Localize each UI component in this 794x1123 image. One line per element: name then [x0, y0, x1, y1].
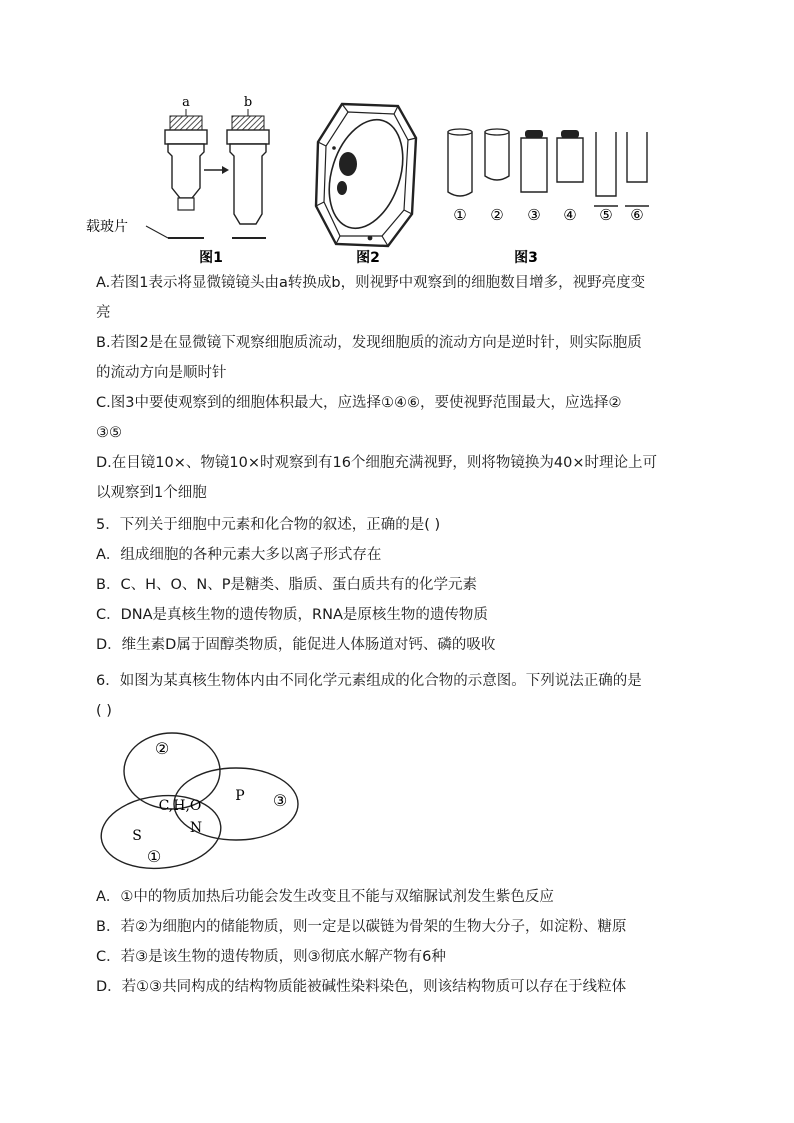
q6-options	[96, 882, 706, 1002]
q6-option-a: A．①中的物质加热后功能会发生改变且不能与双缩脲试剂发生紫色反应	[96, 889, 554, 905]
lens-label-6: ⑥	[630, 206, 644, 224]
label-a: a	[182, 95, 190, 110]
q4-option-a-line1: A.若图1表示将显微镜镜头由a转换成b，则视野中观察到的细胞数目增多，视野亮度变	[96, 275, 646, 291]
fig1-caption: 图1	[199, 250, 223, 266]
venn-diagram	[96, 728, 306, 874]
figure-row	[80, 88, 720, 270]
venn-center-label: C,H,O	[158, 798, 202, 814]
fig3-caption: 图3	[514, 250, 538, 266]
objective-lens-b	[227, 95, 269, 238]
lens-group	[448, 129, 649, 206]
q5-option-d: D．维生素D属于固醇类物质，能促进人体肠道对钙、磷的吸收	[96, 637, 496, 653]
lens-numbers	[453, 206, 643, 224]
fig2-caption: 图2	[356, 250, 380, 266]
q6-stem-line1: 6．如图为某真核生物体内由不同化学元素组成的化合物的示意图。下列说法正确的是	[96, 673, 642, 689]
venn-label-n: N	[189, 820, 203, 836]
label-b: b	[243, 95, 253, 110]
q6-option-c: C．若③是该生物的遗传物质，则③彻底水解产物有6种	[96, 949, 446, 965]
venn-label-s: S	[132, 828, 142, 844]
venn-label-1: ①	[146, 847, 162, 866]
q4-option-c-line2: ③⑤	[96, 425, 122, 441]
q6-option-b: B．若②为细胞内的储能物质，则一定是以碳链为骨架的生物大分子，如淀粉、糖原	[96, 919, 627, 935]
lens-label-4: ④	[563, 206, 577, 224]
q5-block	[96, 510, 706, 660]
venn-label-p: P	[235, 788, 245, 804]
arrow-icon	[204, 166, 229, 174]
q6-option-d: D．若①③共同构成的结构物质能被碱性染料染色，则该结构物质可以存在于线粒体	[96, 979, 627, 995]
glass-slide	[86, 218, 204, 238]
slide-label: 载玻片	[86, 219, 128, 235]
lens-label-2: ②	[490, 206, 504, 224]
objective-lens-a	[165, 95, 207, 210]
q4-option-a-line2: 亮	[96, 305, 111, 321]
q4-option-d-line2: 以观察到1个细胞	[96, 485, 207, 501]
figure-row-svg	[80, 88, 720, 270]
q5-option-c: C．DNA是真核生物的遗传物质，RNA是原核生物的遗传物质	[96, 607, 488, 623]
q5-option-a: A．组成细胞的各种元素大多以离子形式存在	[96, 547, 382, 563]
q4-option-c-line1: C.图3中要使观察到的细胞体积最大，应选择①④⑥，要使视野范围最大，应选择②	[96, 395, 622, 411]
q4-option-d-line1: D.在目镜10×、物镜10×时观察到有16个细胞充满视野，则将物镜换为40×时理论上可	[96, 455, 658, 471]
lens-label-3: ③	[527, 206, 541, 224]
lens-label-5: ⑤	[599, 206, 613, 224]
q4-option-b-line1: B.若图2是在显微镜下观察细胞质流动，发现细胞质的流动方向是逆时针，则实际胞质	[96, 335, 642, 351]
q5-option-b: B．C、H、O、N、P是糖类、脂质、蛋白质共有的化学元素	[96, 577, 477, 593]
q4-options	[96, 268, 706, 508]
q4-option-b-line2: 的流动方向是顺时针	[96, 365, 227, 381]
venn-label-3: ③	[272, 791, 288, 810]
lens-label-1: ①	[453, 206, 467, 224]
q5-stem: 5．下列关于细胞中元素和化合物的叙述，正确的是( )	[96, 517, 441, 533]
plant-cell-diagram	[316, 104, 416, 246]
q6-stem-block	[96, 666, 706, 726]
q6-stem-line2: ( )	[96, 703, 112, 719]
venn-label-2: ②	[154, 739, 170, 758]
